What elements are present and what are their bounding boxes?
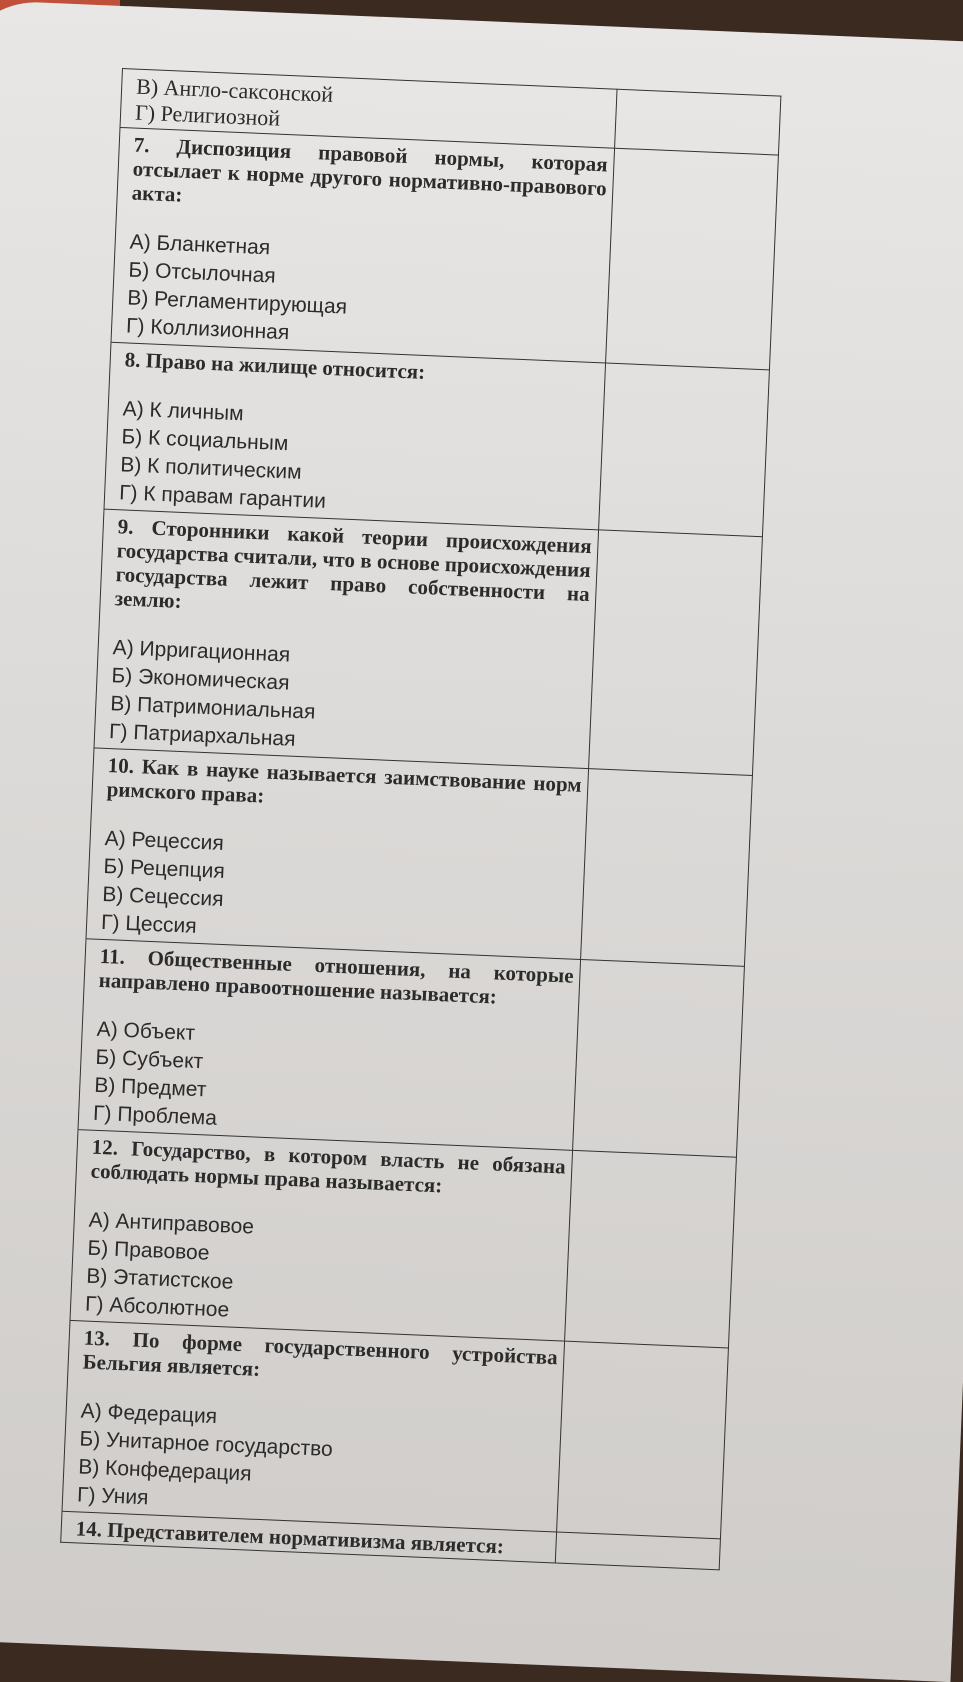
option-text: Г) Уния — [76, 1483, 149, 1510]
option-text: В) Этатистское — [85, 1264, 234, 1294]
table-row — [111, 127, 778, 369]
answer-cell[interactable] — [556, 1532, 721, 1570]
option-text: Г) Цессия — [100, 910, 198, 938]
answer-cell[interactable] — [606, 148, 779, 370]
option-text: В) Конфедерация — [77, 1455, 252, 1486]
question-text: 9. Сторонники какой теории происхождения государства считали, что в основе происхождения государства лежит право собственности на землю: — [114, 514, 593, 613]
table-row — [70, 1130, 736, 1348]
table-row — [78, 939, 744, 1157]
question-cell — [70, 1130, 573, 1342]
answer-cell[interactable] — [573, 959, 745, 1157]
table-row — [62, 1320, 728, 1538]
option-text: В) Предмет — [93, 1073, 207, 1102]
test-sheet — [60, 68, 881, 1575]
question-cell — [78, 939, 581, 1151]
option-text: Б) К социальным — [121, 425, 289, 456]
option-text: Б) Правовое — [87, 1236, 210, 1265]
option-text: Г) К правам гарантии — [118, 481, 327, 513]
question-cell — [111, 127, 615, 363]
option-text: Г) Патриархальная — [108, 720, 296, 751]
option-text: А) Антиправовое — [88, 1208, 255, 1239]
answer-cell[interactable] — [599, 363, 770, 537]
option-text: Б) Унитарное государство — [79, 1427, 334, 1462]
question-text: 14. Представителем нормативизма является: — [75, 1516, 505, 1559]
question-cell — [104, 342, 606, 530]
option-text: А) Рецессия — [104, 826, 225, 855]
question-text: 7. Диспозиция правовой нормы, которая отсылает к норме другого нормативно-правового акта: — [131, 132, 609, 207]
option-text: А) Бланкетная — [129, 230, 271, 260]
option-text: В) Регламентирующая — [126, 286, 348, 319]
answer-cell[interactable] — [589, 530, 763, 776]
option-text: Б) Экономическая — [111, 664, 290, 695]
question-cell — [86, 748, 589, 960]
table-row — [104, 342, 769, 536]
option-text: В) К политическим — [119, 453, 303, 484]
option-text: А) Федерация — [80, 1399, 218, 1429]
option-text: А) Объект — [96, 1017, 196, 1045]
question-text: 13. По форме государственного устройства Бельгия является: — [82, 1325, 559, 1381]
option-text: Г) Абсолютное — [84, 1292, 230, 1322]
question-text: 11. Общественные отношения, на которые направлено правоотношение называется: — [98, 943, 575, 1009]
answer-cell[interactable] — [565, 1150, 737, 1348]
option-text: В) Сецессия — [101, 882, 225, 911]
question-text: 12. Государство, в котором власть не обязана соблюдать нормы права называется: — [90, 1134, 567, 1198]
answer-cell[interactable] — [557, 1341, 729, 1539]
question-text: 10. Как в науке называется заимствование норм римского права: — [106, 753, 583, 808]
option-text: Б) Рецепция — [103, 854, 226, 883]
option-text: В) Англо-саксонской — [135, 73, 334, 107]
option-text: Г) Религиозной — [134, 99, 281, 131]
table-row — [94, 509, 762, 775]
option-text: А) К личным — [122, 397, 245, 426]
answer-cell[interactable] — [581, 769, 753, 967]
option-text: Б) Субъект — [95, 1045, 204, 1074]
question-cell — [62, 1320, 565, 1532]
option-text: Б) Отсылочная — [128, 258, 277, 288]
questions-table — [60, 68, 781, 1570]
option-text: Г) Проблема — [92, 1101, 218, 1130]
table-row — [86, 748, 752, 966]
question-cell — [94, 509, 599, 769]
option-text: Г) Коллизионная — [125, 314, 290, 345]
option-text: А) Ирригационная — [112, 636, 291, 667]
answer-cell[interactable] — [615, 89, 781, 155]
option-text: В) Патримониальная — [109, 692, 316, 724]
question-text: 8. Право на жилище относится: — [124, 347, 426, 384]
